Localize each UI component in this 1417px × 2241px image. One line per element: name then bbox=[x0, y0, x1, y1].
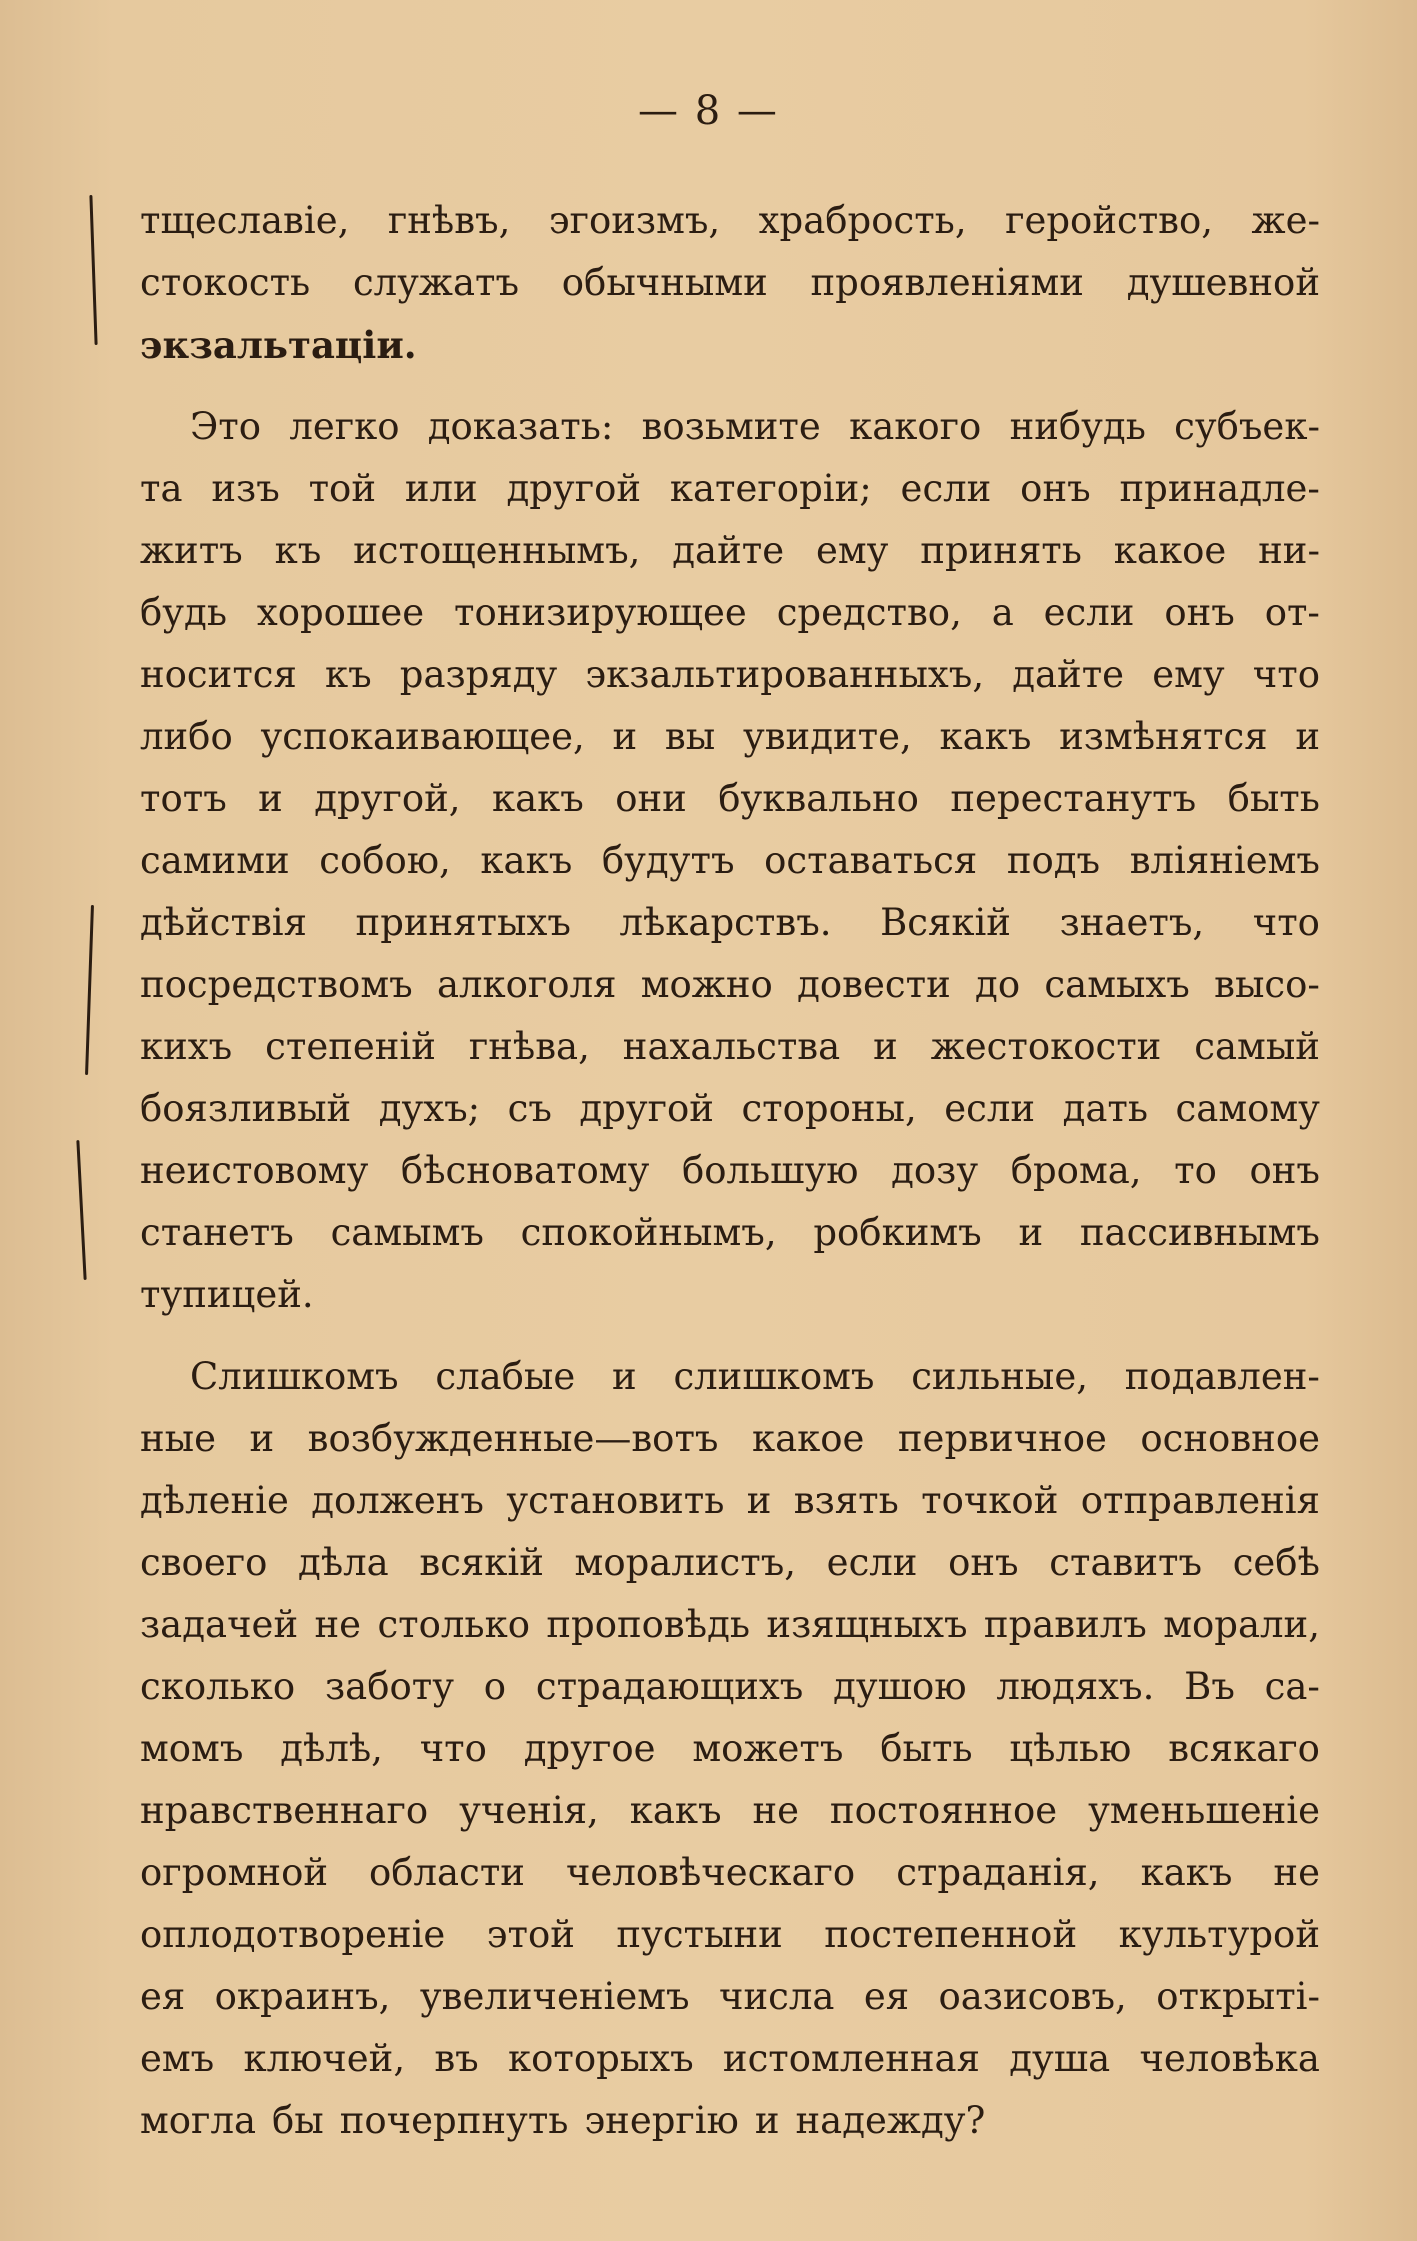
text-line: задачей не столько проповѣдь изящныхъ правилъ морали, bbox=[140, 1603, 1320, 1646]
margin-mark-top bbox=[89, 195, 97, 345]
text-line: своего дѣла всякій моралистъ, если онъ ставитъ себѣ bbox=[140, 1541, 1320, 1584]
text-line: стокость служатъ обычными проявленіями душевной bbox=[140, 261, 1320, 304]
text-line: тщеславіе, гнѣвъ, эгоизмъ, храбрость, геройство, же- bbox=[140, 199, 1320, 242]
text-line: сколько заботу о страдающихъ душою людяхъ. Въ са- bbox=[140, 1665, 1320, 1708]
text-line: нравственнаго ученія, какъ не постоянное уменьшеніе bbox=[140, 1789, 1320, 1832]
text-line: экзальтаціи. bbox=[140, 323, 417, 367]
text-line: ные и возбужденные—вотъ какое первичное основное bbox=[140, 1417, 1320, 1460]
text-line: житъ къ истощеннымъ, дайте ему принять какое ни- bbox=[140, 529, 1320, 572]
text-line: станетъ самымъ спокойнымъ, робкимъ и пассивнымъ bbox=[140, 1211, 1320, 1254]
text-line: посредствомъ алкоголя можно довести до самыхъ высо- bbox=[140, 963, 1320, 1006]
text-line: носится къ разряду экзальтированныхъ, дайте ему что bbox=[140, 653, 1320, 696]
text-line: дѣйствія принятыхъ лѣкарствъ. Всякій знаетъ, что bbox=[140, 901, 1320, 944]
text-line: могла бы почерпнуть энергію и надежду? bbox=[140, 2099, 986, 2142]
text-line: тупицей. bbox=[140, 1273, 314, 1316]
text-line: дѣленіе долженъ установить и взять точкой отправленія bbox=[140, 1479, 1320, 1522]
text-line: либо успокаивающее, и вы увидите, какъ измѣнятся и bbox=[140, 715, 1320, 758]
text-line: Слишкомъ слабые и слишкомъ сильные, подавлен- bbox=[190, 1355, 1320, 1398]
text-line: самими собою, какъ будутъ оставаться подъ вліяніемъ bbox=[140, 839, 1320, 882]
margin-mark-middle bbox=[85, 905, 94, 1075]
body-text bbox=[140, 190, 1320, 2152]
text-line: кихъ степеній гнѣва, нахальства и жестокости самый bbox=[140, 1025, 1320, 1068]
text-line: тотъ и другой, какъ они буквально перестанутъ быть bbox=[140, 777, 1320, 820]
text-line: та изъ той или другой категоріи; если онъ принадле- bbox=[140, 467, 1320, 510]
margin-mark-bottom bbox=[76, 1140, 86, 1280]
text-line: боязливый духъ; съ другой стороны, если дать самому bbox=[140, 1087, 1320, 1130]
text-line: огромной области человѣческаго страданія, какъ не bbox=[140, 1851, 1320, 1894]
page-number: — 8 — bbox=[638, 88, 779, 134]
text-line: ея окраинъ, увеличеніемъ числа ея оазисовъ, открыті- bbox=[140, 1975, 1320, 2018]
text-line: Это легко доказать: возьмите какого нибудь субъек- bbox=[190, 405, 1320, 448]
text-line: неистовому бѣсноватому большую дозу брома, то онъ bbox=[140, 1149, 1320, 1192]
text-line: момъ дѣлѣ, что другое можетъ быть цѣлью всякаго bbox=[140, 1727, 1320, 1770]
text-line: емъ ключей, въ которыхъ истомленная душа человѣка bbox=[140, 2037, 1320, 2080]
text-line: будь хорошее тонизирующее средство, а если онъ от- bbox=[140, 591, 1320, 634]
text-line: оплодотвореніе этой пустыни постепенной культурой bbox=[140, 1913, 1320, 1956]
